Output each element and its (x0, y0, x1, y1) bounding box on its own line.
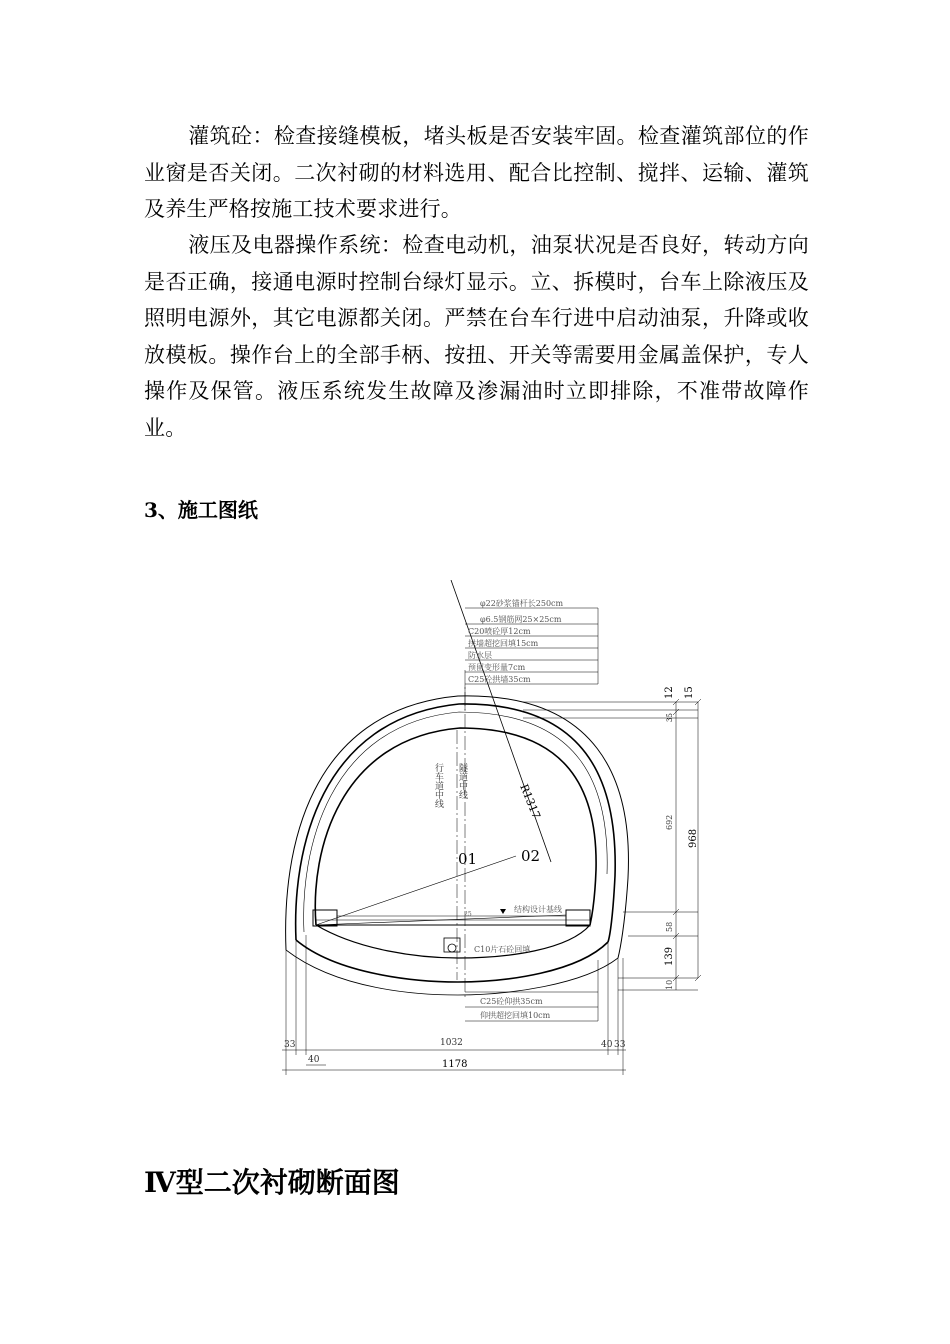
dim-15: 15 (684, 686, 695, 699)
invert-inner (316, 925, 590, 958)
bottom-dimension-lines (282, 935, 626, 1075)
dim-total-1178: 1178 (442, 1059, 468, 1070)
figure-caption: Ⅳ型二次衬砌断面图 (144, 1166, 400, 1199)
layer-label-lining: C25砼拱墙35cm (468, 675, 531, 684)
center-o1-label: 01 (458, 850, 478, 868)
base-line-label: 结构设计基线 (514, 905, 562, 914)
dim-right-33: 33 (614, 1040, 626, 1050)
dim-58: 58 (665, 921, 674, 932)
layer-label-shotcrete: C20喷砼厚12cm (468, 627, 531, 636)
layer-label-bolt: φ22砂浆锚杆长250cm (480, 599, 564, 608)
layer-label-waterproof: 防水层 (468, 651, 492, 660)
paragraph-concrete-pouring (144, 118, 809, 228)
layer-label-mesh: φ6.5钢筋网25×25cm (480, 615, 562, 624)
dim-692: 692 (665, 814, 674, 830)
center-o2-label: 02 (521, 847, 541, 865)
dim-12: 12 (664, 686, 675, 699)
radius-label: R1317 (517, 782, 543, 821)
center-drain (444, 938, 460, 952)
dim-right-40: 40 (601, 1040, 613, 1050)
inner-arch-thin (304, 712, 608, 932)
paragraph-text: 液压及电器操作系统：检查电动机，油泵状况是否良好，转动方向是否正确，接通电源时控制台绿灯显示。立、拆模时，台车上除液压及照明电源外，其它电源都关闭。严禁在台车行进中启动油泵，升降或收放模板。操作台上的全部手柄、按扭、开关等需要用金属盖保护，专人操作及保管。液压系统发生故障及渗漏油时立即排除，不准带故障作业。 (144, 233, 809, 440)
right-dimension-lines (523, 699, 701, 990)
dim-10: 10 (665, 979, 674, 990)
invert-excavation (286, 950, 618, 995)
paragraph-hydraulic-system (144, 227, 809, 446)
bottom-label-invert-fill: 仰拱超挖回填10cm (480, 1011, 551, 1020)
dim-139: 139 (664, 946, 675, 966)
layer-label-overbreak: 拱墙超挖回填15cm (468, 639, 539, 648)
dim-35: 35 (666, 713, 674, 722)
dim-968: 968 (688, 828, 699, 848)
fill-label: C10片石砼回填 (474, 945, 531, 954)
dim-inner-1032: 1032 (440, 1038, 463, 1048)
dim-left-33: 33 (284, 1040, 296, 1050)
dim-left-40: 40 (308, 1055, 320, 1065)
tunnel-cross-section-drawing (268, 580, 728, 1085)
layer-label-deformation: 预留变形量7cm (468, 663, 526, 672)
bottom-label-invert: C25砼仰拱35cm (480, 997, 543, 1006)
small-dim-25: 25 (464, 911, 472, 918)
section-heading: 3、施工图纸 (144, 498, 258, 522)
paragraph-text: 灌筑砼：检查接缝模板，堵头板是否安装牢固。检查灌筑部位的作业窗是否关闭。二次衬砌的材料选用、配合比控制、搅拌、运输、灌筑及养生严格按施工技术要求进行。 (144, 124, 809, 221)
tunnel-center-label: 隧道中线 (457, 763, 467, 799)
lining-inner-arch (315, 728, 596, 925)
lane-center-label: 行车道中线 (433, 763, 443, 808)
lining-outer-arch (296, 704, 616, 942)
right-side-ditch (566, 910, 590, 926)
invert-outer (296, 940, 608, 982)
